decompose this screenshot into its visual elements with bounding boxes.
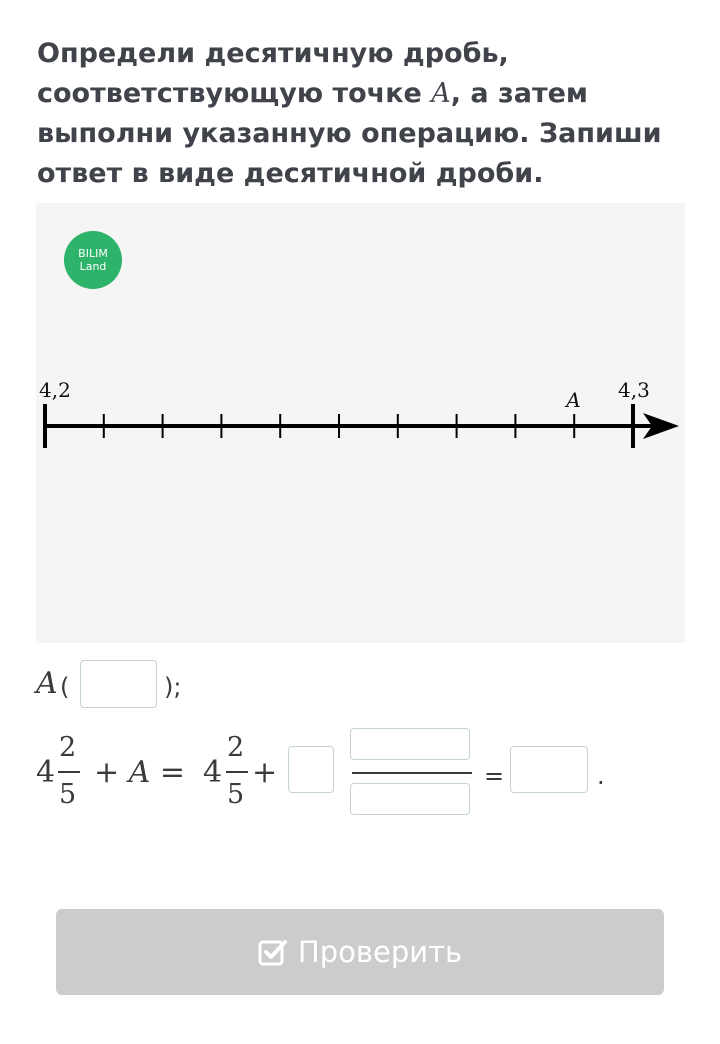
- point-a-input[interactable]: [80, 660, 157, 708]
- checkbox-icon: [258, 937, 288, 967]
- task-text-before: Определи десятичную дробь, соответствующую точке: [37, 38, 509, 109]
- eq-num-left: 2: [59, 732, 77, 763]
- eq-frac-line-right: [226, 771, 248, 773]
- eq-whole-right: 4: [203, 755, 223, 790]
- whole-part-input[interactable]: [288, 746, 334, 793]
- logo-line1: BILIM: [78, 247, 108, 260]
- answer-close-paren: );: [164, 673, 182, 701]
- numerator-input[interactable]: [350, 728, 470, 760]
- denominator-input[interactable]: [350, 783, 470, 815]
- eq-frac-line-left: [58, 771, 80, 773]
- logo-line2: Land: [79, 260, 107, 273]
- answer-open-paren: (: [60, 673, 70, 701]
- eq-num-right: 2: [227, 732, 245, 763]
- check-button-label: Проверить: [297, 935, 463, 969]
- tick-label-start: 4,2: [39, 378, 71, 402]
- eq-den-left: 5: [59, 779, 77, 810]
- task-text: [37, 34, 687, 194]
- answer-var: A: [36, 666, 58, 701]
- check-button[interactable]: [56, 909, 664, 995]
- number-line: [36, 203, 685, 643]
- tick-label-end: 4,3: [618, 378, 650, 402]
- eq-whole-left: 4: [36, 755, 56, 790]
- eq-plus-var: + A =: [94, 755, 186, 790]
- eq-den-right: 5: [227, 779, 245, 810]
- point-a-label: A: [566, 388, 581, 412]
- eq-plus: +: [252, 755, 278, 790]
- number-line-figure: [36, 203, 685, 643]
- eq-period: .: [597, 762, 605, 790]
- eq-equals: =: [484, 762, 505, 790]
- eq-frac-line-input: [352, 772, 472, 774]
- task-text-after: , а затем выполни указанную операцию. Запиши ответ в виде десятичной дроби.: [37, 78, 662, 189]
- result-input[interactable]: [510, 746, 588, 793]
- task-point-var: A: [431, 78, 451, 109]
